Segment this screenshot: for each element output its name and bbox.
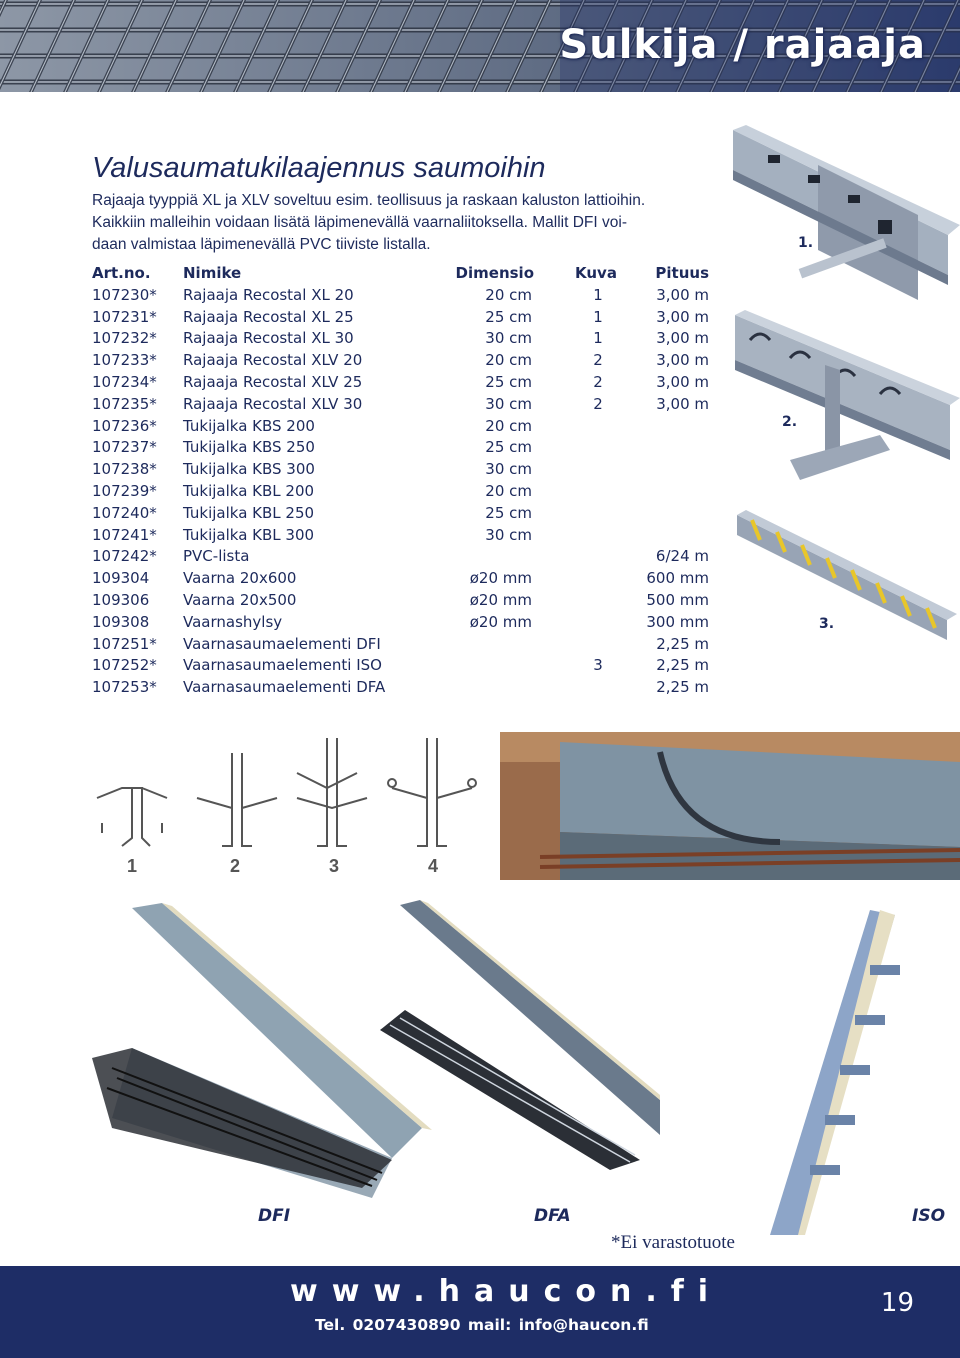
cell-name: Tukijalka KBL 300	[183, 525, 315, 544]
header-length: Pituus	[655, 264, 709, 282]
intro-line: daan valmistaa läpimenevällä PVC tiiviste listalla.	[92, 236, 431, 253]
header-name: Nimike	[183, 264, 242, 282]
cell-art-no: 109306	[92, 590, 150, 609]
table-row	[92, 504, 712, 526]
cell-length: 3,00 m	[656, 307, 709, 326]
cell-name: Vaarnasaumaelementi DFI	[183, 634, 381, 653]
product-photo-3	[732, 510, 960, 660]
cell-art-no: 107239*	[92, 481, 157, 500]
table-row	[92, 417, 712, 439]
diagram-label-3: 3	[329, 856, 340, 876]
table-row	[92, 373, 712, 395]
cell-art-no: 107231*	[92, 307, 157, 326]
table-row	[92, 395, 712, 417]
caption-dfa: DFA	[534, 1206, 571, 1226]
cell-dimension: ø20 mm	[469, 612, 532, 631]
contact-info: Tel. 0207430890 mail: info@haucon.fi	[315, 1316, 649, 1334]
cell-dimension: 30 cm	[485, 329, 532, 348]
table-row	[92, 613, 712, 635]
cell-dimension: 30 cm	[485, 460, 532, 479]
table-row	[92, 329, 712, 351]
product-photo-iso	[760, 905, 960, 1235]
cell-image: 2	[593, 372, 603, 391]
cell-art-no: 107253*	[92, 678, 157, 697]
cell-name: Vaarnasaumaelementi ISO	[183, 656, 382, 675]
cell-length: 3,00 m	[656, 394, 709, 413]
table-row	[92, 482, 712, 504]
cell-art-no: 107238*	[92, 460, 157, 479]
table-row	[92, 526, 712, 548]
cell-image: 2	[593, 394, 603, 413]
cell-length: 3,00 m	[656, 329, 709, 348]
table-row	[92, 569, 712, 591]
cell-name: Tukijalka KBS 250	[183, 438, 315, 457]
header-image: Kuva	[575, 264, 617, 282]
cell-image: 1	[593, 285, 603, 304]
cell-image: 1	[593, 307, 603, 326]
cell-art-no: 107240*	[92, 503, 157, 522]
cell-art-no: 109308	[92, 612, 150, 631]
cell-name: Rajaaja Recostal XL 20	[183, 285, 354, 304]
header-banner	[0, 0, 960, 92]
table-row	[92, 438, 712, 460]
cell-name: Vaarna 20x600	[183, 569, 297, 588]
cell-name: Rajaaja Recostal XLV 25	[183, 372, 363, 391]
diagram-label-1: 1	[127, 856, 138, 876]
table-row	[92, 678, 712, 700]
cell-dimension: 30 cm	[485, 394, 532, 413]
photo-label-1: 1.	[798, 235, 814, 251]
cell-art-no: 107251*	[92, 634, 157, 653]
cell-name: Tukijalka KBL 250	[183, 503, 315, 522]
cell-length: 500 mm	[646, 590, 709, 609]
photo-label-2: 2.	[782, 414, 798, 430]
cell-length: 300 mm	[646, 612, 709, 631]
product-table	[92, 264, 712, 700]
cell-name: Tukijalka KBS 200	[183, 416, 315, 435]
cell-image: 1	[593, 329, 603, 348]
cell-dimension: 20 cm	[485, 285, 532, 304]
cell-name: Rajaaja Recostal XL 30	[183, 329, 354, 348]
cell-dimension: 25 cm	[485, 438, 532, 457]
cell-image: 2	[593, 351, 603, 370]
cell-length: 2,25 m	[656, 656, 709, 675]
cell-name: Rajaaja Recostal XLV 30	[183, 394, 363, 413]
cell-name: Rajaaja Recostal XL 25	[183, 307, 354, 326]
header-dimension: Dimensio	[455, 264, 534, 282]
intro-line: Kaikkiin malleihin voidaan lisätä läpimenevällä vaarnaliitoksella. Mallit DFI voi-	[92, 214, 627, 231]
table-row	[92, 308, 712, 330]
product-photo-1	[728, 125, 960, 305]
cell-art-no: 107242*	[92, 547, 157, 566]
cell-length: 3,00 m	[656, 351, 709, 370]
cell-art-no: 107234*	[92, 372, 157, 391]
cell-name: PVC-lista	[183, 547, 250, 566]
cell-art-no: 107235*	[92, 394, 157, 413]
cell-dimension: 30 cm	[485, 525, 532, 544]
photo-label-3: 3.	[819, 616, 835, 632]
cell-art-no: 107230*	[92, 285, 157, 304]
cell-image: 3	[593, 656, 603, 675]
cell-art-no: 107232*	[92, 329, 157, 348]
cell-name: Vaarna 20x500	[183, 590, 297, 609]
cell-dimension: 20 cm	[485, 351, 532, 370]
cell-dimension: ø20 mm	[469, 590, 532, 609]
cell-dimension: 25 cm	[485, 503, 532, 522]
table-row	[92, 656, 712, 678]
diagram-label-4: 4	[428, 856, 439, 876]
table-row	[92, 286, 712, 308]
cell-length: 3,00 m	[656, 285, 709, 304]
table-row	[92, 547, 712, 569]
cell-art-no: 109304	[92, 569, 150, 588]
stock-note: *Ei varastotuote	[611, 1232, 735, 1253]
intro-text	[92, 190, 732, 256]
product-photo-2	[730, 310, 960, 500]
cell-dimension: 25 cm	[485, 372, 532, 391]
cell-dimension: 20 cm	[485, 416, 532, 435]
installation-site-photo	[500, 732, 960, 880]
caption-iso: ISO	[912, 1206, 946, 1226]
cell-length: 600 mm	[646, 569, 709, 588]
cell-art-no: 107252*	[92, 656, 157, 675]
cell-name: Tukijalka KBL 200	[183, 481, 315, 500]
page-number: 19	[880, 1288, 914, 1318]
table-row	[92, 591, 712, 613]
website-link[interactable]: www.haucon.fi	[290, 1274, 723, 1309]
diagram-label-2: 2	[230, 856, 241, 876]
cell-name: Rajaaja Recostal XLV 20	[183, 351, 363, 370]
cell-length: 3,00 m	[656, 372, 709, 391]
table-row	[92, 351, 712, 373]
cell-art-no: 107241*	[92, 525, 157, 544]
cell-dimension: 25 cm	[485, 307, 532, 326]
intro-line: Rajaaja tyyppiä XL ja XLV soveltuu esim. teollisuus ja raskaan kaluston lattioihin.	[92, 192, 646, 209]
page-title: Sulkija / rajaaja	[559, 22, 926, 68]
cell-dimension: ø20 mm	[469, 569, 532, 588]
cross-section-diagram	[92, 728, 482, 880]
table-header-row	[92, 264, 712, 286]
cell-name: Tukijalka KBS 300	[183, 460, 315, 479]
caption-dfi: DFI	[258, 1206, 291, 1226]
cell-name: Vaarnashylsy	[183, 612, 283, 631]
cell-length: 2,25 m	[656, 634, 709, 653]
cell-name: Vaarnasaumaelementi DFA	[183, 678, 386, 697]
cell-art-no: 107236*	[92, 416, 157, 435]
table-row	[92, 635, 712, 657]
product-photo-dfa	[380, 900, 660, 1170]
cell-art-no: 107237*	[92, 438, 157, 457]
cell-art-no: 107233*	[92, 351, 157, 370]
cell-dimension: 20 cm	[485, 481, 532, 500]
table-row	[92, 460, 712, 482]
header-art-no: Art.no.	[92, 264, 151, 282]
section-title: Valusaumatukilaajennus saumoihin	[92, 152, 546, 184]
cell-length: 2,25 m	[656, 678, 709, 697]
footer-bar	[0, 1266, 960, 1358]
cell-length: 6/24 m	[655, 547, 709, 566]
